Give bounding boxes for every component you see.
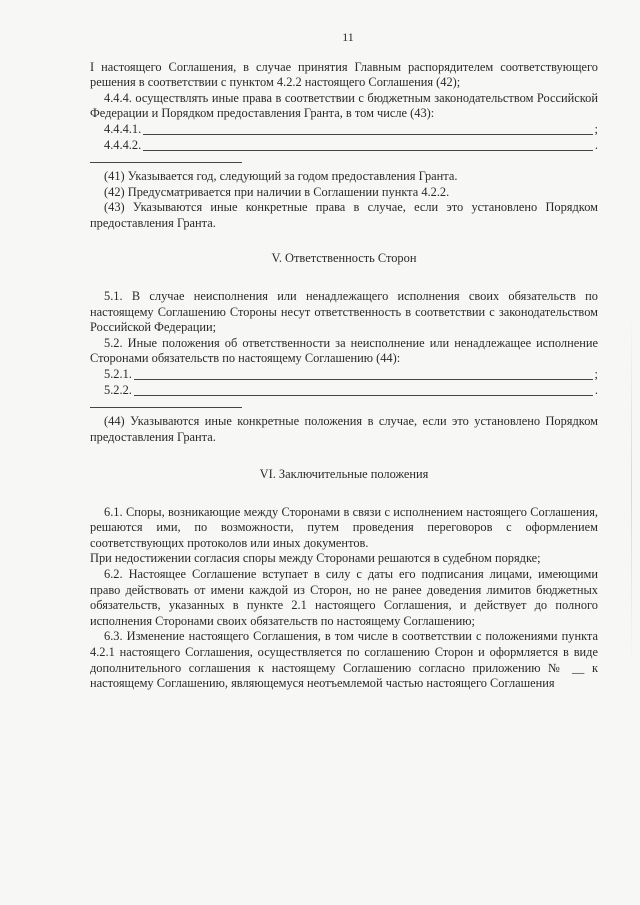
blank-label: 5.2.2.: [104, 383, 132, 398]
blank-line-4-4-4-1: [90, 122, 598, 138]
page-number: 11: [342, 30, 354, 44]
blank-line-5-2-2: [90, 383, 598, 399]
footnote-separator: [90, 162, 242, 163]
paragraph-6-1: 6.1. Споры, возникающие между Сторонами в связи с исполнением настоящего Соглашения, решаются ими, по возможности, путем проведения переговоров с оформлением соответствующих протоколов или иных документов.: [90, 504, 598, 550]
fill-line: [134, 395, 593, 396]
footnote-43: (43) Указываются иные конкретные права в случае, если это установлено Порядком предоставления Гранта.: [90, 200, 598, 230]
paragraph-6-2: 6.2. Настоящее Соглашение вступает в силу с даты его подписания лицами, имеющими право действовать от имени каждой из Сторон, но не ранее доведения лимитов бюджетных обязательств, указанных в пункте 2.1 настоящего Соглашения, и действует до полного исполнения Сторонами своих обязательств по настоящему Соглашению;: [90, 567, 598, 628]
paragraph-4-4-3-cont: I настоящего Соглашения, в случае принятия Главным распорядителем соответствующего решения в соответствии с пунктом 4.2.2 настоящего Соглашения (42);: [90, 59, 598, 90]
blank-label: 4.4.4.1.: [104, 122, 142, 137]
fill-line: [143, 150, 593, 151]
scan-edge-artifact: [631, 310, 632, 670]
paragraph-4-4-4: 4.4.4. осуществлять иные права в соответствии с бюджетным законодательством Российской Федерации и Порядком предоставления Гранта, в том числе (43):: [90, 90, 598, 121]
fill-line: [143, 134, 592, 135]
blank-end: .: [594, 138, 598, 153]
blank-end: .: [594, 383, 598, 398]
footnote-separator: [90, 407, 242, 408]
section-heading-vi: VI. Заключительные положения: [259, 467, 429, 482]
paragraph-6-3: 6.3. Изменение настоящего Соглашения, в том числе в соответствии с положениями пункта 4.2.1 настоящего Соглашения, осуществляется по соглашению Сторон и оформляется в виде дополнительного соглашения к настоящему Соглашению согласно приложению № __ к настоящему Соглашению, являющемуся неотъемлемой частью настоящего Соглашения: [90, 629, 598, 691]
blank-end: ;: [594, 367, 598, 382]
footnote-44: (44) Указываются иные конкретные положения в случае, если это установлено Порядком предоставления Гранта.: [90, 413, 598, 444]
blank-line-4-4-4-2: [90, 138, 598, 154]
blank-label: 4.4.4.2.: [104, 138, 142, 153]
paragraph-6-1-cont: При недостижении согласия споры между Сторонами решаются в судебном порядке;: [90, 551, 541, 566]
footnote-42: (42) Предусматривается при наличии в Соглашении пункта 4.2.2.: [104, 184, 450, 199]
paragraph-5-1: 5.1. В случае неисполнения или ненадлежащего исполнения своих обязательств по настоящему Соглашению Стороны несут ответственность в соответствии с законодательством Российской Федерации;: [90, 288, 598, 335]
paragraph-5-2: 5.2. Иные положения об ответственности за неисполнение или ненадлежащее исполнение Сторонами обязательств по настоящему Соглашению (44):: [90, 335, 598, 366]
blank-label: 5.2.1.: [104, 367, 132, 382]
blank-end: ;: [594, 122, 598, 137]
section-heading-v: V. Ответственность Сторон: [271, 251, 417, 266]
fill-line: [134, 379, 593, 380]
footnote-41: (41) Указывается год, следующий за годом предоставления Гранта.: [104, 168, 458, 183]
blank-line-5-2-1: [90, 367, 598, 383]
